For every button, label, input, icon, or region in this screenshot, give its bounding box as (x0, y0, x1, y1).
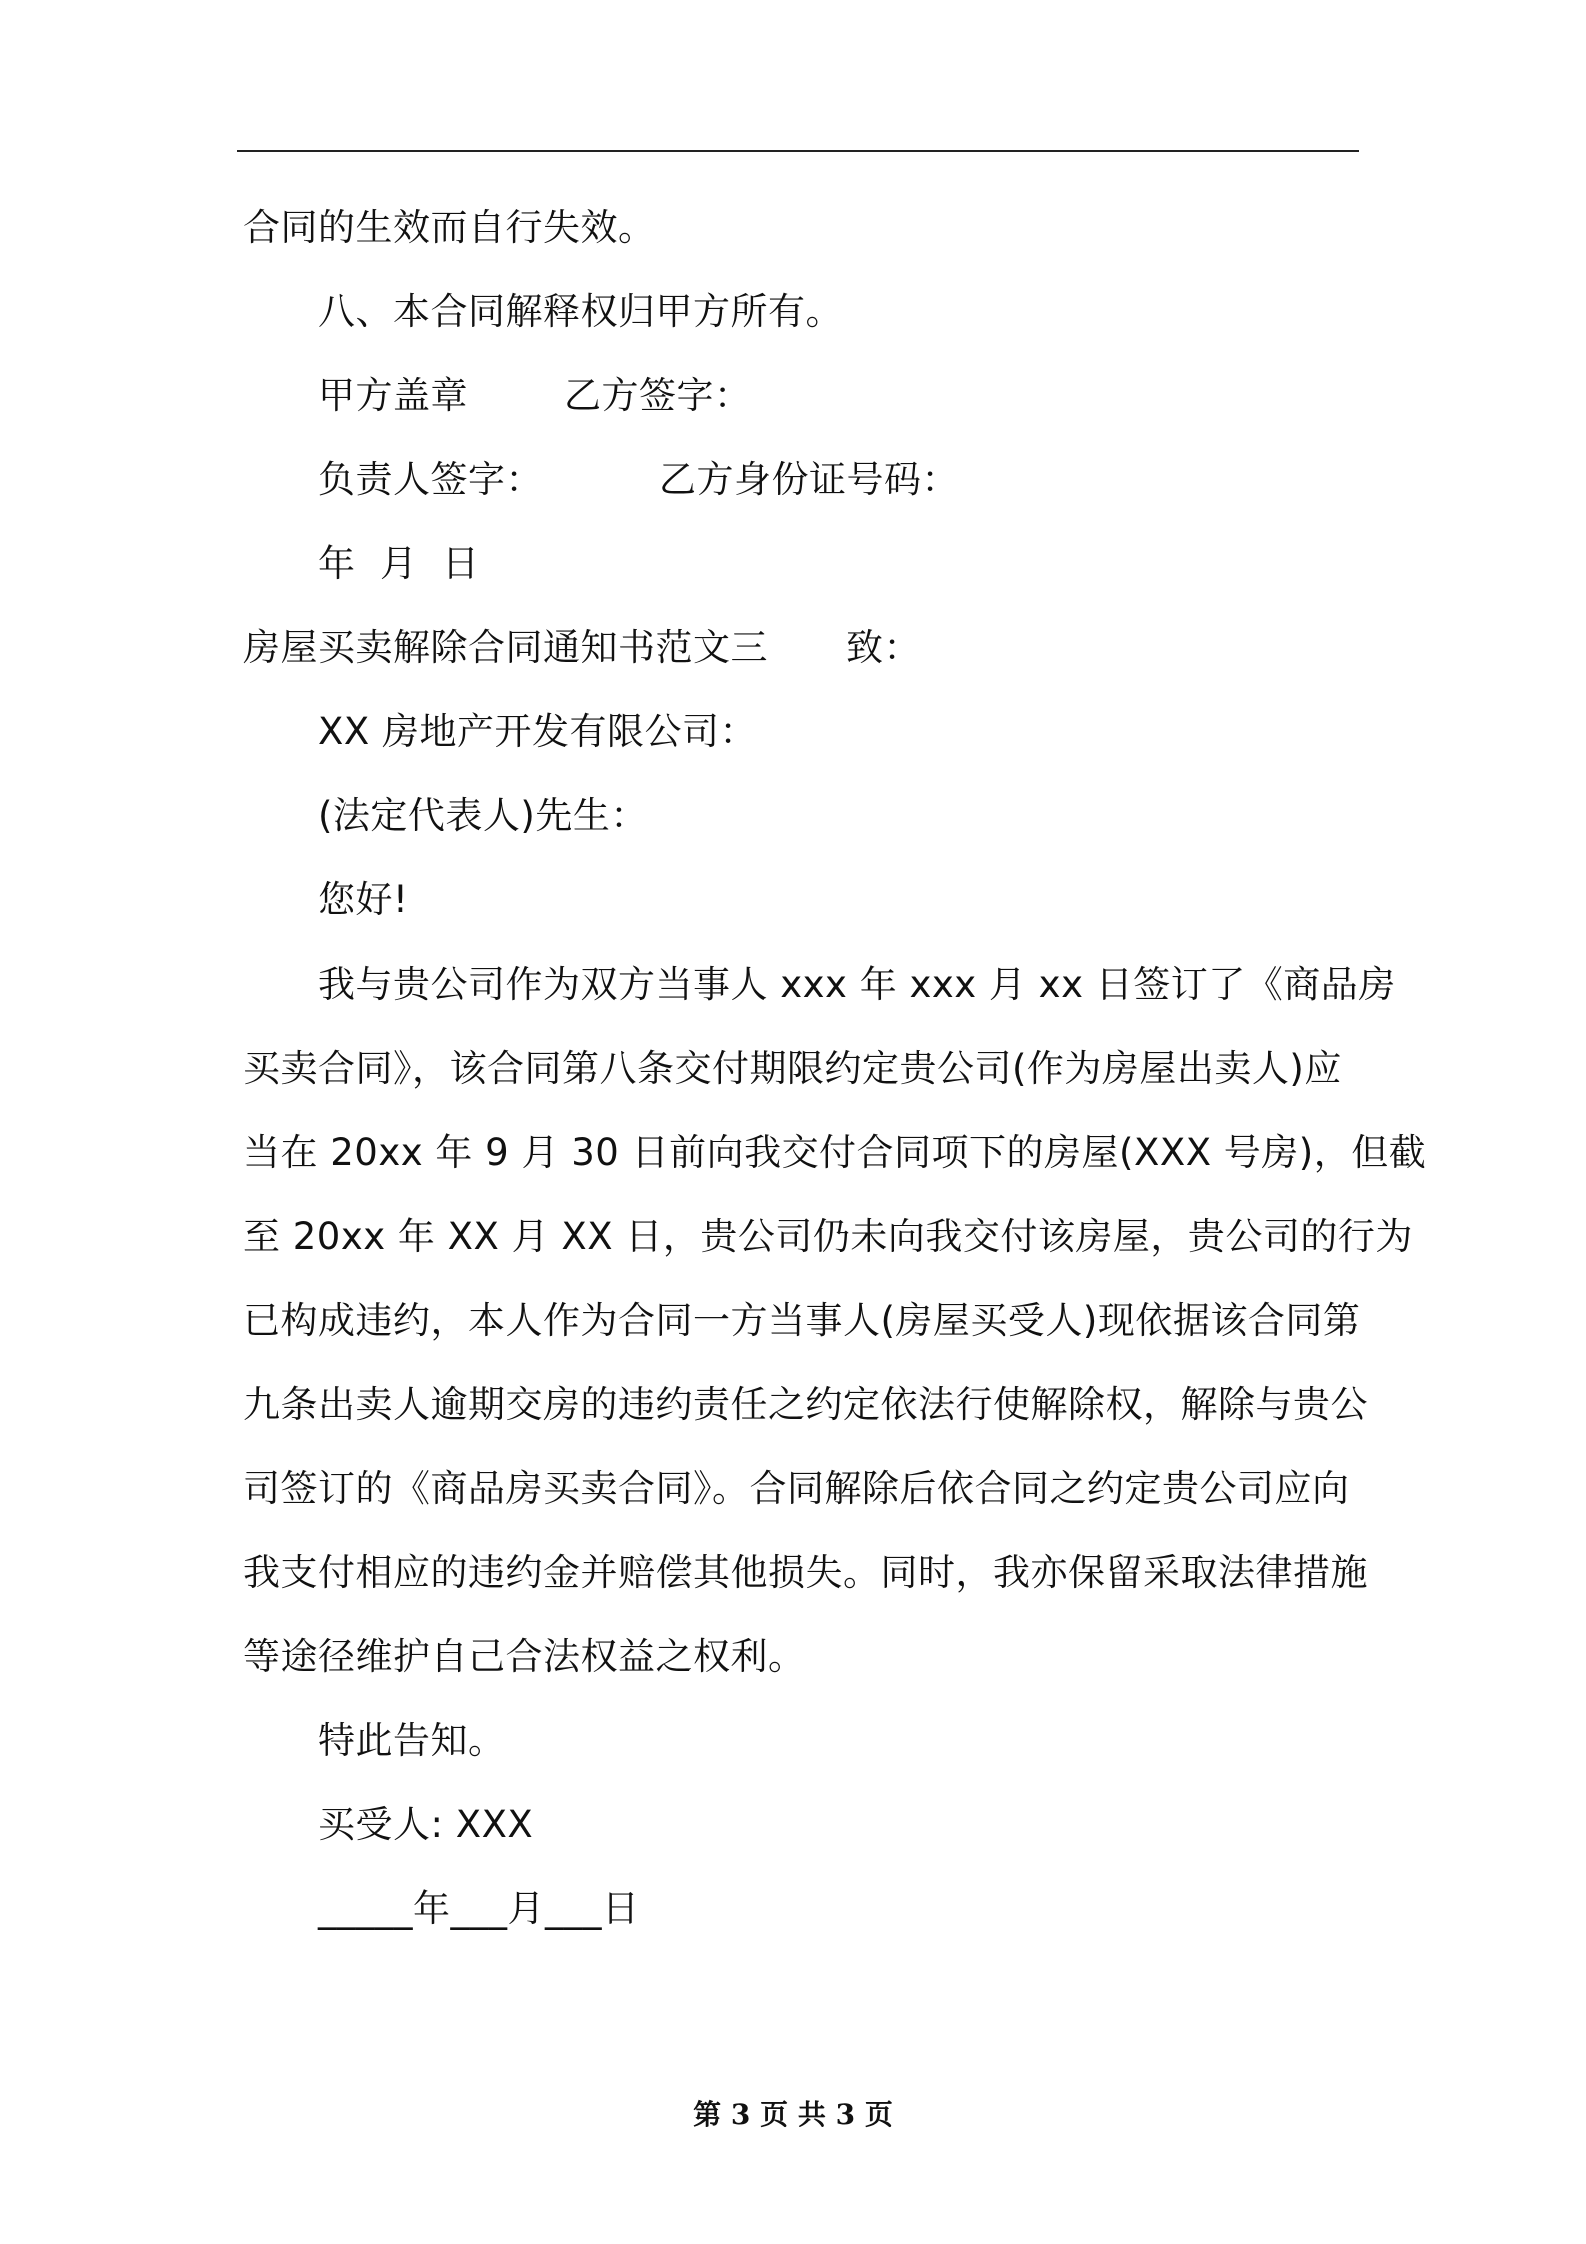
body-line-7: 司签订的《商品房买卖合同》。合同解除后依合同之约定贵公司应向 (243, 1467, 1350, 1510)
party-b-signature-label: 乙方签字： (564, 374, 752, 417)
page-number: 第 3 页 共 3 页 (693, 2098, 893, 2131)
body-line-1: 我与贵公司作为双方当事人 xxx 年 xxx 月 xx 日签订了《商品房 (318, 963, 1396, 1006)
responsible-signature-label: 负责人签字： (318, 458, 543, 501)
notice-title: 房屋买卖解除合同通知书范文三 (243, 626, 768, 669)
company-name: XX 房地产开发有限公司： (318, 710, 757, 753)
body-line-5: 已构成违约，本人作为合同一方当事人(房屋买受人)现依据该合同第 (243, 1299, 1361, 1342)
body-line-9: 等途径维护自己合法权益之权利。 (243, 1635, 806, 1678)
signature-row-2 (318, 456, 959, 504)
date-blank: _____年___月___日 (318, 1887, 640, 1930)
buyer-signature: 买受人: XXX (318, 1803, 534, 1846)
body-line-2: 买卖合同》，该合同第八条交付期限约定贵公司(作为房屋出卖人)应 (243, 1047, 1342, 1090)
header-rule (237, 150, 1359, 152)
representative: (法定代表人)先生： (318, 794, 648, 837)
greeting: 您好! (318, 878, 409, 921)
party-a-seal-label: 甲方盖章 (318, 374, 468, 417)
body-line-8: 我支付相应的违约金并赔偿其他损失。同时，我亦保留采取法律措施 (243, 1551, 1368, 1594)
body-line-4: 至 20xx 年 XX 月 XX 日，贵公司仍未向我交付该房屋，贵公司的行为 (243, 1215, 1413, 1258)
clause-8: 八、本合同解释权归甲方所有。 (318, 290, 843, 333)
continuation-text: 合同的生效而自行失效。 (243, 206, 656, 249)
sign-date: 年 月 日 (318, 542, 480, 585)
body-line-6: 九条出卖人逾期交房的违约责任之约定依法行使解除权，解除与贵公 (243, 1383, 1368, 1426)
closing-text: 特此告知。 (318, 1719, 506, 1762)
to-label: 致： (846, 626, 921, 669)
body-line-3: 当在 20xx 年 9 月 30 日前向我交付合同项下的房屋(XXX 号房)，但截 (243, 1131, 1427, 1174)
signature-row-1 (318, 372, 752, 420)
notice-title-row (243, 624, 921, 672)
party-b-id-label: 乙方身份证号码： (659, 458, 959, 501)
